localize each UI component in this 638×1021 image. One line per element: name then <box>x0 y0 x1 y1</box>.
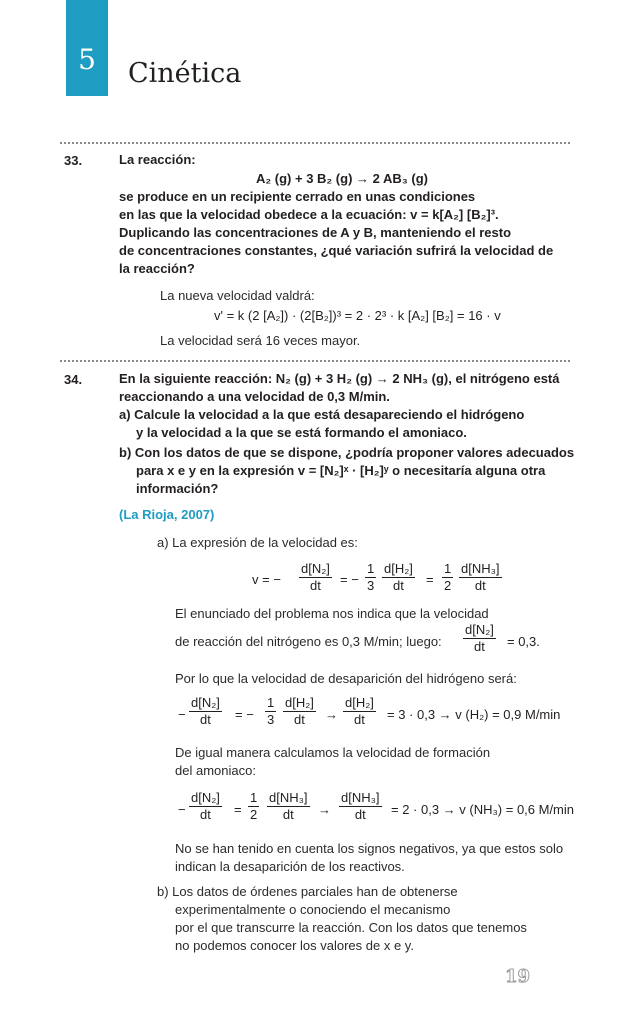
eq1-frac5-den: dt <box>474 578 486 593</box>
eq4-frac4-den: dt <box>354 807 366 822</box>
eq1-frac1 <box>299 561 332 594</box>
eq1-frac4 <box>442 561 453 594</box>
eq4-frac2-num: 1 <box>250 790 258 805</box>
eq1-lhs: v = − <box>252 572 281 587</box>
q34-solution-b-line1: b) Los datos de órdenes parciales han de obtenerse <box>157 884 458 899</box>
eq3-frac3-den: dt <box>294 712 305 727</box>
eq3-frac1-den: dt <box>200 712 211 727</box>
q34-para4-line1: No se han tenido en cuenta los signos negativos, ya que estos solo <box>175 841 564 856</box>
q34-part-a-line2: y la velocidad a la que se está formando el amoniaco. <box>136 425 467 440</box>
q33-statement-line1: se produce en un recipiente cerrado en unas condiciones <box>119 189 476 204</box>
q34-para3-line1: De igual manera calculamos la velocidad de formación <box>175 745 491 760</box>
eq2-frac <box>463 622 496 655</box>
eq4-frac4 <box>339 790 382 823</box>
q34-para1-line1: El enunciado del problema nos indica que la velocidad <box>175 606 489 621</box>
eq4-op1: = <box>234 802 242 817</box>
eq3-frac3-num: d[H₂] <box>285 695 314 710</box>
separator-middle <box>60 360 570 362</box>
separator-top <box>60 142 570 144</box>
q34-part-b-line2: para x e y en la expresión v = [N₂]ˣ · [H₂]ʸ o necesitaría alguna otra <box>136 463 546 478</box>
eq1-frac2-den: 3 <box>367 578 375 593</box>
q34-para2: Por lo que la velocidad de desaparición del hidrógeno será: <box>175 671 517 686</box>
eq2-frac-num: d[N₂] <box>465 622 494 637</box>
eq3-frac4-den: dt <box>354 712 365 727</box>
eq3-frac4 <box>343 695 376 728</box>
eq1-frac3 <box>382 561 415 594</box>
q33-statement-line4: de concentraciones constantes, ¿qué variación sufrirá la velocidad de <box>119 243 554 258</box>
eq4-frac3-den: dt <box>282 807 294 822</box>
eq4-rhs: = 2 · 0,3 → v (NH₃) = 0,6 M/min <box>391 802 575 817</box>
eq1-frac2-num: 1 <box>367 561 375 576</box>
eq1-op2: = <box>426 572 434 587</box>
eq4-frac3 <box>267 790 310 823</box>
eq1-frac5 <box>459 561 502 594</box>
q34-statement-line2: reaccionando a una velocidad de 0,3 M/min. <box>119 389 390 404</box>
eq4-frac1-num: d[N₂] <box>191 790 220 805</box>
q33-answer-line1: La nueva velocidad valdrá: <box>160 288 315 303</box>
eq1-frac5-num: d[NH₃] <box>461 561 500 576</box>
eq3-arrow: → <box>325 707 338 722</box>
eq4-neg: − <box>178 802 186 817</box>
question-34-number: 34. <box>64 372 83 387</box>
eq1-op1: = − <box>340 572 359 587</box>
eq3-frac4-num: d[H₂] <box>345 695 374 710</box>
q33-statement-line3: Duplicando las concentraciones de A y B, manteniendo el resto <box>119 225 512 240</box>
eq1-frac1-num: d[N₂] <box>301 561 330 576</box>
eq3-frac1 <box>189 695 222 728</box>
eq4-frac3-num: d[NH₃] <box>269 790 308 805</box>
q33-answer-line2: La velocidad será 16 veces mayor. <box>160 333 361 348</box>
eq1-frac4-num: 1 <box>444 561 452 576</box>
chapter-number: 5 <box>78 43 96 76</box>
eq3-op1: = − <box>235 707 254 722</box>
eq1-frac3-num: d[H₂] <box>384 561 413 576</box>
q33-statement-line5: la reacción? <box>119 261 195 276</box>
eq1-frac2 <box>365 561 376 594</box>
chapter-title: Cinética <box>128 58 242 89</box>
eq3-frac3 <box>283 695 316 728</box>
q34-part-b-line1: b) Con los datos de que se dispone, ¿podría proponer valores adecuados <box>119 445 575 460</box>
eq4-frac1-den: dt <box>200 807 211 822</box>
q34-solution-b-line3: por el que transcurre la reacción. Con los datos que tenemos <box>175 920 527 935</box>
eq4-frac2-den: 2 <box>250 807 258 822</box>
q33-intro: La reacción: <box>119 152 196 167</box>
eq4-frac1 <box>189 790 222 823</box>
q34-part-b-line3: información? <box>136 481 219 496</box>
question-33-number: 33. <box>64 153 83 168</box>
q33-reaction: A₂ (g) + 3 B₂ (g) → 2 AB₃ (g) <box>256 171 428 186</box>
eq1-frac1-den: dt <box>310 578 321 593</box>
eq3-neg: − <box>178 707 186 722</box>
eq3-frac2 <box>265 695 276 728</box>
eq1-frac4-den: 2 <box>444 578 452 593</box>
eq3-frac2-num: 1 <box>267 695 275 710</box>
q34-solution-b-line4: no podemos conocer los valores de x e y. <box>175 938 414 953</box>
q34-para1-line2: de reacción del nitrógeno es 0,3 M/min; luego: <box>175 634 442 649</box>
eq3-frac2-den: 3 <box>267 712 275 727</box>
q34-para3-line2: del amoniaco: <box>175 763 256 778</box>
eq2-frac-den: dt <box>474 639 485 654</box>
q34-statement-line1: En la siguiente reacción: N₂ (g) + 3 H₂ (g) → 2 NH₃ (g), el nitrógeno está <box>119 371 560 386</box>
q34-para4-line2: indican la desaparición de los reactivos. <box>175 859 405 874</box>
eq1-frac3-den: dt <box>393 578 404 593</box>
eq4-arrow: → <box>318 802 331 817</box>
q33-answer-equation: v' = k (2 [A₂]) · (2[B₂])³ = 2 · 2³ · k [A₂] [B₂] = 16 · v <box>214 308 501 323</box>
q34-source: (La Rioja, 2007) <box>119 507 215 522</box>
q34-solution-b-line2: experimentalmente o conociendo el mecanismo <box>175 902 451 917</box>
eq4-frac2 <box>248 790 259 823</box>
eq3-rhs: = 3 · 0,3 → v (H₂) = 0,9 M/min <box>387 707 561 722</box>
eq2-rhs: = 0,3. <box>507 634 540 649</box>
q34-solution-a-intro: a) La expresión de la velocidad es: <box>157 535 358 550</box>
q34-part-a-line1: a) Calcule la velocidad a la que está desapareciendo el hidrógeno <box>119 407 525 422</box>
eq4-frac4-num: d[NH₃] <box>341 790 380 805</box>
page-number: 19 <box>504 966 530 987</box>
eq3-frac1-num: d[N₂] <box>191 695 220 710</box>
q33-statement-line2: en las que la velocidad obedece a la ecuación: v = k[A₂] [B₂]³. <box>119 207 499 222</box>
